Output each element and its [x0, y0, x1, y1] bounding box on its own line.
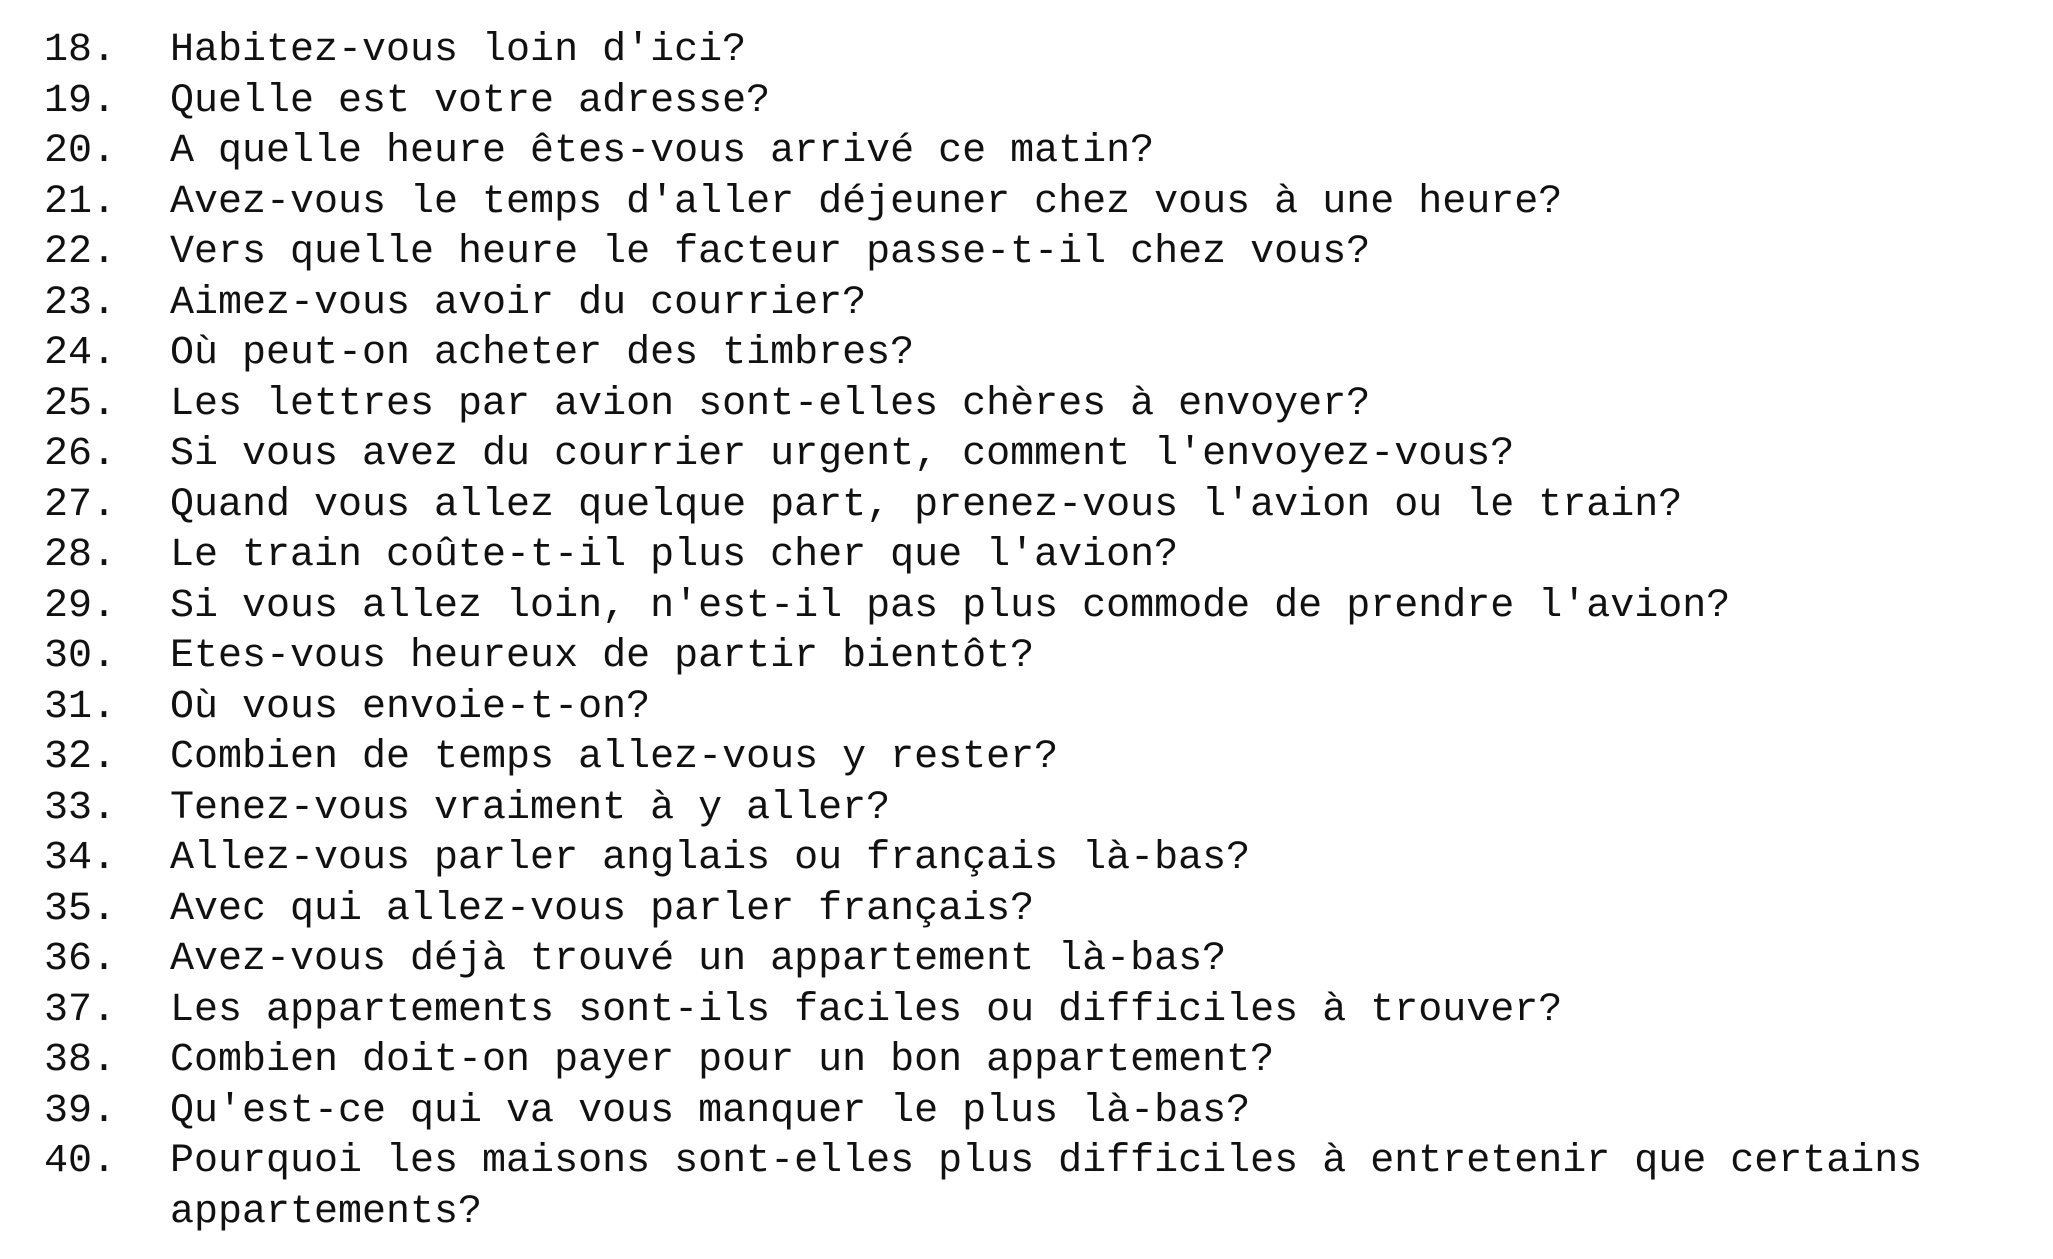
- question-text: Le train coûte-t-il plus cher que l'avion?: [170, 533, 1179, 578]
- question-text: Allez-vous parler anglais ou français là-bas?: [170, 836, 1251, 881]
- question-text: A quelle heure êtes-vous arrivé ce matin?: [170, 129, 1155, 174]
- question-number: 33.: [44, 785, 117, 831]
- question-number: 21.: [44, 179, 117, 225]
- question-text: Si vous avez du courrier urgent, comment l'envoyez-vous?: [170, 432, 1515, 477]
- question-text: Combien doit-on payer pour un bon appartement?: [170, 1038, 1275, 1083]
- question-item: [44, 26, 2020, 77]
- question-item: [44, 885, 2020, 936]
- question-text: Où peut-on acheter des timbres?: [170, 331, 915, 376]
- question-number: 26.: [44, 432, 117, 477]
- question-text: Les lettres par avion sont-elles chères à envoyer?: [170, 381, 1371, 427]
- question-text: Tenez-vous vraiment à y aller?: [170, 785, 891, 831]
- question-number: 28.: [44, 533, 117, 578]
- question-text: Avez-vous déjà trouvé un appartement là-bas?: [170, 937, 1227, 982]
- question-text: Vers quelle heure le facteur passe-t-il chez vous?: [170, 230, 1371, 275]
- question-number: 24.: [44, 331, 117, 376]
- question-number: 29.: [44, 583, 117, 629]
- question-text: Aimez-vous avoir du courrier?: [170, 280, 867, 326]
- question-text: Où vous envoie-t-on?: [170, 684, 651, 730]
- question-number: 18.: [44, 28, 117, 73]
- question-list: [44, 26, 2020, 1238]
- question-item: [44, 329, 2020, 380]
- question-number: 20.: [44, 129, 117, 174]
- question-text: Si vous allez loin, n'est-il pas plus commode de prendre l'avion?: [170, 583, 1731, 629]
- question-number: 30.: [44, 634, 117, 679]
- question-item: [44, 632, 2020, 683]
- question-item: [44, 380, 2020, 431]
- question-number: 27.: [44, 482, 117, 528]
- question-item: [44, 531, 2020, 582]
- question-number: 32.: [44, 735, 117, 780]
- question-text: Etes-vous heureux de partir bientôt?: [170, 634, 1035, 679]
- question-text: Avez-vous le temps d'aller déjeuner chez vous à une heure?: [170, 179, 1563, 225]
- question-number: 36.: [44, 937, 117, 982]
- question-number: 31.: [44, 684, 117, 730]
- question-item: [44, 986, 2020, 1037]
- question-item: [44, 784, 2020, 835]
- question-number: 22.: [44, 230, 117, 275]
- question-item: [44, 733, 2020, 784]
- question-number: 35.: [44, 886, 117, 932]
- question-number: 37.: [44, 987, 117, 1033]
- question-text: Les appartements sont-ils faciles ou difficiles à trouver?: [170, 987, 1563, 1033]
- question-number: 40.: [44, 1139, 117, 1184]
- question-number: 23.: [44, 280, 117, 326]
- question-item: [44, 127, 2020, 178]
- question-text: Avec qui allez-vous parler français?: [170, 886, 1035, 932]
- question-item: [44, 834, 2020, 885]
- question-item: [44, 178, 2020, 229]
- question-item: [44, 77, 2020, 128]
- question-item: [44, 1036, 2020, 1087]
- question-text: Quand vous allez quelque part, prenez-vous l'avion ou le train?: [170, 482, 1683, 528]
- question-text: Habitez-vous loin d'ici?: [170, 28, 747, 73]
- question-text: Pourquoi les maisons sont-elles plus difficiles à entretenir que certains appartements?: [170, 1139, 1923, 1235]
- question-item: [44, 1087, 2020, 1138]
- question-item: [44, 228, 2020, 279]
- question-item: [44, 683, 2020, 734]
- question-item: [44, 935, 2020, 986]
- question-text: Combien de temps allez-vous y rester?: [170, 735, 1059, 780]
- question-item: [44, 582, 2020, 633]
- question-number: 34.: [44, 836, 117, 881]
- question-text: Quelle est votre adresse?: [170, 78, 771, 124]
- question-number: 38.: [44, 1038, 117, 1083]
- question-item: [44, 279, 2020, 330]
- question-item: [44, 1137, 2020, 1238]
- question-item: [44, 481, 2020, 532]
- question-number: 39.: [44, 1088, 117, 1134]
- question-number: 19.: [44, 78, 117, 124]
- question-item: [44, 430, 2020, 481]
- question-number: 25.: [44, 381, 117, 427]
- question-text: Qu'est-ce qui va vous manquer le plus là-bas?: [170, 1088, 1251, 1134]
